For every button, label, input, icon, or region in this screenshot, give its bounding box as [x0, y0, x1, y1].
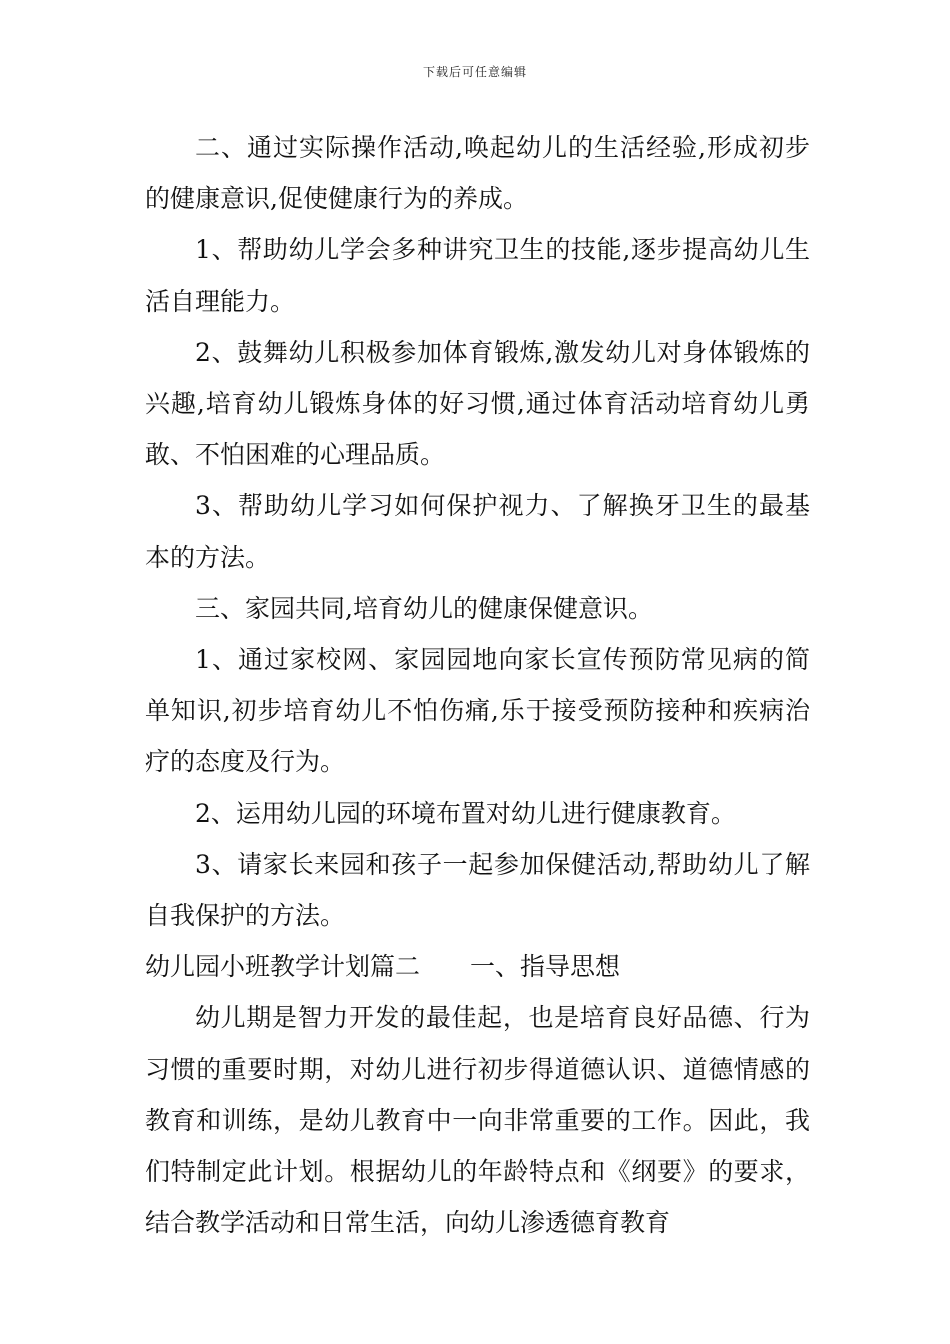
paragraph-section-three: 三、家园共同,培育幼儿的健康保健意识。: [195, 593, 653, 623]
section-heading: 幼儿园小班教学计划篇二 一、指导思想: [145, 952, 621, 982]
paragraph-section-two: 二、通过实际操作活动,唤起幼儿的生活经验,形成初步的健康意识,促使健康行为的养成。: [145, 133, 810, 214]
paragraph-guiding-ideology: 幼儿期是智力开发的最佳起，也是培育良好品德、行为习惯的重要时期，对幼儿进行初步得道德认识、道德情感的教育和训练，是幼儿教育中一向非常重要的工作。因此，我们特制定此计划。根据幼儿的年龄特点和《纲要》的要求，结合教学活动和日常生活，向幼儿渗透德育教育: [145, 1003, 810, 1238]
page-header-note: 下载后可任意编辑: [422, 65, 527, 79]
paragraph-item-environment: 2、运用幼儿园的环境布置对幼儿进行健康教育。: [195, 798, 736, 828]
paragraph-item-physical-exercise: 2、鼓舞幼儿积极参加体育锻炼,激发幼儿对身体锻炼的兴趣,培育幼儿锻炼身体的好习惯,通过体育活动培育幼儿勇敢、不怕困难的心理品质。: [145, 337, 810, 470]
paragraph-item-hygiene-skills: 1、帮助幼儿学会多种讲究卫生的技能,逐步提高幼儿生活自理能力。: [145, 235, 810, 316]
paragraph-item-eyesight-protection: 3、帮助幼儿学习如何保护视力、了解换牙卫生的最基本的方法。: [145, 491, 810, 572]
paragraph-item-parent-publicity: 1、通过家校网、家园园地向家长宣传预防常见病的简单知识,初步培育幼儿不怕伤痛,乐于接受预防接种和疾病治疗的态度及行为。: [145, 645, 810, 777]
paragraph-item-parent-participation: 3、请家长来园和孩子一起参加保健活动,帮助幼儿了解自我保护的方法。: [145, 849, 810, 931]
document-body: [145, 122, 810, 1248]
